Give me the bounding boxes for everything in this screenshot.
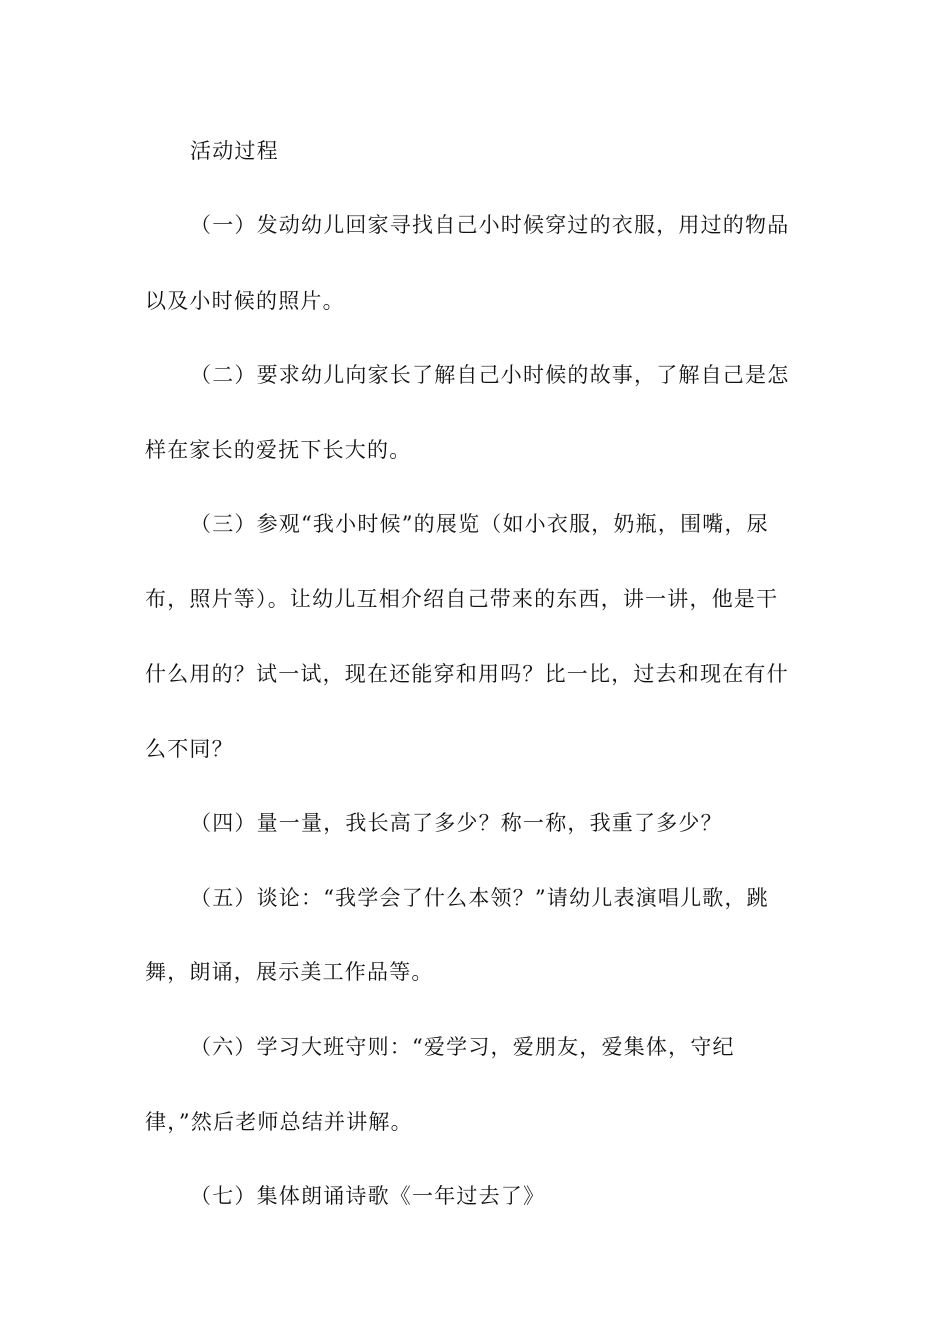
paragraph-line-6: 布，照片等）。让幼儿互相介绍自己带来的东西，讲一讲，他是干 bbox=[145, 587, 779, 611]
paragraph-line-7: 什么用的？试一试，现在还能穿和用吗？比一比，过去和现在有什 bbox=[145, 662, 789, 686]
paragraph-line-14: （七）集体朗诵诗歌《一年过去了》 bbox=[190, 1184, 546, 1208]
paragraph-line-4: 样在家长的爱抚下长大的。 bbox=[145, 438, 412, 462]
paragraph-line-10: （五）谈论：“我学会了什么本领？”请幼儿表演唱儿歌，跳 bbox=[190, 886, 769, 910]
paragraph-line-2: 以及小时候的照片。 bbox=[145, 289, 345, 313]
paragraph-line-8: 么不同？ bbox=[145, 737, 234, 761]
paragraph-line-3: （二）要求幼儿向家长了解自己小时候的故事，了解自己是怎 bbox=[190, 363, 790, 387]
paragraph-line-5: （三）参观“我小时候”的展览（如小衣服，奶瓶，围嘴，尿 bbox=[190, 512, 769, 536]
paragraph-line-11: 舞，朗诵，展示美工作品等。 bbox=[145, 960, 434, 984]
paragraph-line-9: （四）量一量，我长高了多少？称一称，我重了多少？ bbox=[190, 811, 723, 835]
paragraph-line-12: （六）学习大班守则：“爱学习，爱朋友，爱集体，守纪 bbox=[190, 1035, 735, 1059]
section-heading: 活动过程 bbox=[190, 139, 279, 163]
paragraph-line-1: （一）发动幼儿回家寻找自己小时候穿过的衣服，用过的物品 bbox=[190, 213, 790, 237]
paragraph-line-13: 律，”然后老师总结并讲解。 bbox=[145, 1110, 413, 1134]
